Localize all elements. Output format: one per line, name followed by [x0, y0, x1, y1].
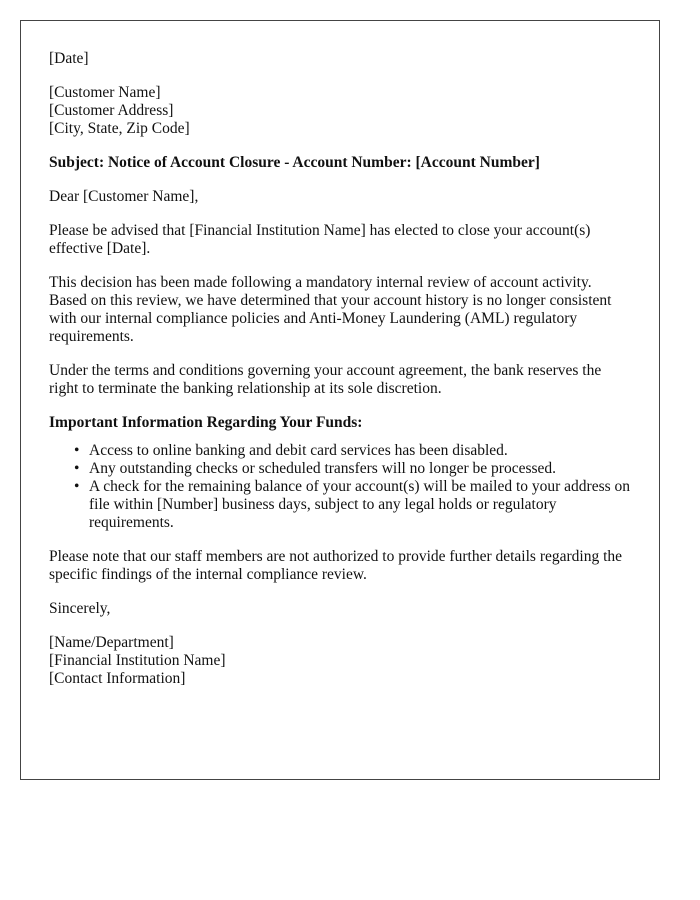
bullet-icon: • — [74, 478, 80, 495]
funds-section-heading: Important Information Regarding Your Funds: — [49, 414, 363, 431]
signature-name-department: [Name/Department] — [49, 634, 174, 651]
letter-page — [20, 20, 660, 780]
body-paragraph-terms: Under the terms and conditions governing your account agreement, the bank reserves the right to terminate the banking relationship at its sole discretion. — [49, 362, 602, 397]
funds-info-list — [49, 442, 631, 532]
bullet-icon: • — [74, 460, 80, 477]
list-item — [74, 442, 631, 460]
body-paragraph-notice: Please be advised that [Financial Institution Name] has elected to close your account(s) effective [Date]. — [49, 222, 591, 257]
recipient-name: [Customer Name] — [49, 84, 161, 101]
signature-contact: [Contact Information] — [49, 670, 186, 687]
letter-date — [49, 50, 631, 68]
salutation: Dear [Customer Name], — [49, 188, 199, 205]
closing-paragraph: Please note that our staff members are not authorized to provide further details regarding the specific findings of the internal compliance review. — [49, 548, 623, 583]
signature-institution: [Financial Institution Name] — [49, 652, 226, 669]
recipient-address: [Customer Address] — [49, 102, 174, 119]
list-item-text: Access to online banking and debit card services has been disabled. — [89, 442, 508, 459]
signature-block — [49, 634, 631, 688]
recipient-city-state-zip: [City, State, Zip Code] — [49, 120, 190, 137]
list-item-text: Any outstanding checks or scheduled transfers will no longer be processed. — [89, 460, 557, 477]
list-item-text: A check for the remaining balance of your account(s) will be mailed to your address on file within [Number] business days, subject to any legal holds or regulatory requirements. — [89, 478, 631, 531]
body-paragraph-review: This decision has been made following a mandatory internal review of account activity. Based on this review, we have determined that your account history is no longer consistent with our internal compliance policies and Anti-Money Laundering (AML) regulatory requirements. — [49, 274, 612, 345]
recipient-address-block — [49, 84, 631, 138]
date-text: [Date] — [49, 50, 89, 67]
list-item — [74, 478, 631, 532]
subject-line: Subject: Notice of Account Closure - Account Number: [Account Number] — [49, 154, 540, 171]
list-item — [74, 460, 631, 478]
sign-off: Sincerely, — [49, 600, 111, 617]
bullet-icon: • — [74, 442, 80, 459]
